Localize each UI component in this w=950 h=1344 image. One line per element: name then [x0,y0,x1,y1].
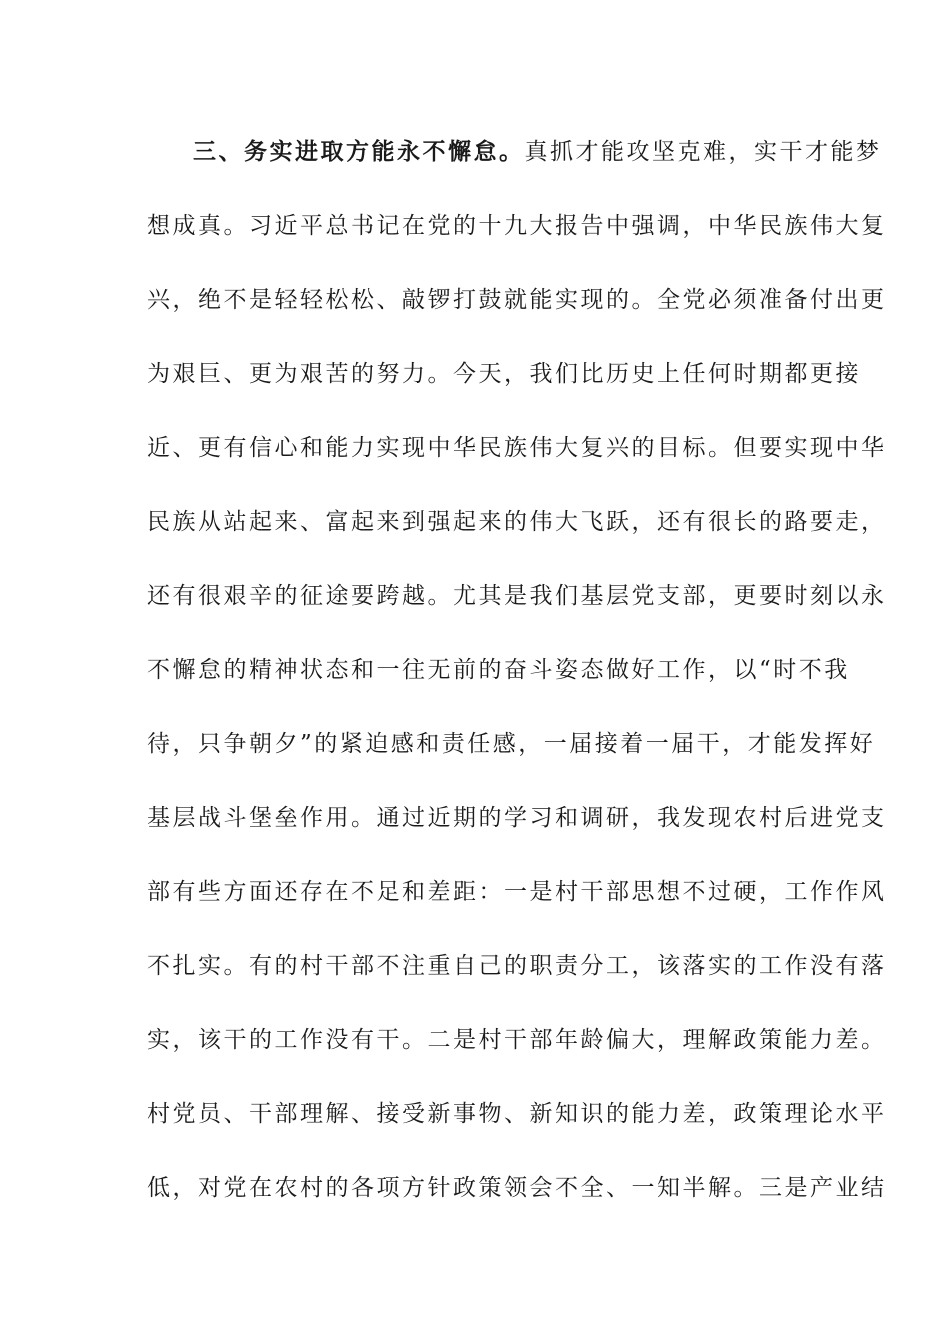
paragraph-line-9: 待，只争朝夕”的紧迫感和责任感，一届接着一届干，才能发挥好 [147,731,876,757]
paragraph-line-7: 还有很艰辛的征途要跨越。尤其是我们基层党支部，更要时刻以永 [147,583,887,609]
paragraph-line-10: 基层战斗堡垒作用。通过近期的学习和调研，我发现农村后进党支 [147,805,887,831]
paragraph-line-6: 民族从站起来、富起来到强起来的伟大飞跃，还有很长的路要走， [147,509,887,535]
paragraph-line-8: 不懈怠的精神状态和一往无前的奋斗姿态做好工作，以“时不我 [147,657,850,683]
paragraph-line-13: 实，该干的工作没有干。二是村干部年龄偏大，理解政策能力差。 [147,1027,887,1053]
paragraph-line-11: 部有些方面还存在不足和差距：一是村干部思想不过硬，工作作风 [147,879,887,905]
paragraph-line-12: 不扎实。有的村干部不注重自己的职责分工，该落实的工作没有落 [147,953,887,979]
paragraph-line-5: 近、更有信心和能力实现中华民族伟大复兴的目标。但要实现中华 [147,435,887,461]
section-heading: 三、务实进取方能永不懈怠。 [193,138,525,165]
paragraph-text: 真抓才能攻坚克难，实干才能梦 [524,139,882,165]
paragraph-line-15: 低，对党在农村的各项方针政策领会不全、一知半解。三是产业结 [147,1175,887,1201]
paragraph-line-1 [193,132,882,172]
paragraph-line-3: 兴，绝不是轻轻松松、敲锣打鼓就能实现的。全党必须准备付出更 [147,287,887,313]
paragraph-line-2: 想成真。习近平总书记在党的十九大报告中强调，中华民族伟大复 [147,213,887,239]
paragraph-line-4: 为艰巨、更为艰苦的努力。今天，我们比历史上任何时期都更接 [147,361,861,387]
paragraph-line-14: 村党员、干部理解、接受新事物、新知识的能力差，政策理论水平 [147,1101,887,1127]
